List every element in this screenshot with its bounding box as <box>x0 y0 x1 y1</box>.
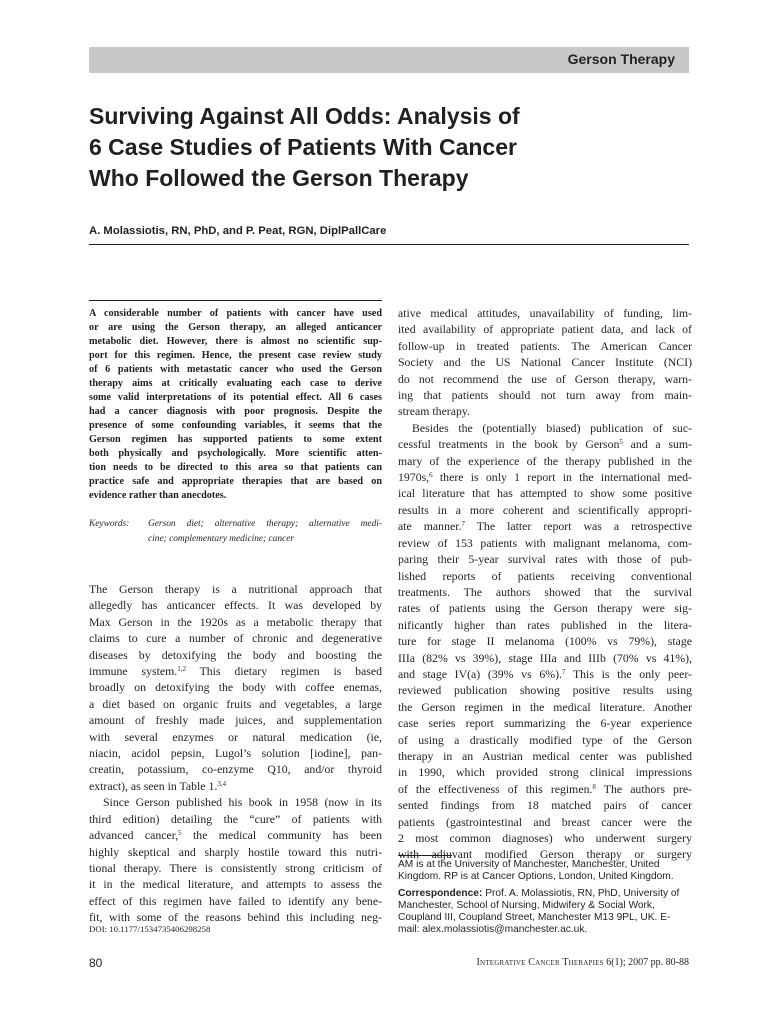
abstract-line: some valid interpretations of its potential effect. All 6 cases <box>89 392 382 403</box>
body-line: it in the medical literature, and attempts to assess the <box>89 877 382 892</box>
body-line: Besides the (potentially biased) publication of suc- <box>412 420 692 435</box>
body-line: in 1990, which provided strong clinical impressions <box>398 765 692 780</box>
body-line: amount of freshly made juices, and supplementation <box>89 713 382 728</box>
journal-citation <box>476 957 689 968</box>
keywords-line: Gerson diet; alternative therapy; alternative medi- <box>148 519 382 529</box>
body-text: ate manner. <box>398 519 462 534</box>
body-line: paring their 5-year survival rates with those of pub- <box>398 552 692 567</box>
abstract-line: or are using the Gerson therapy, an alleged anticancer <box>89 322 382 333</box>
body-line: fit, with some of the reasons behind this including neg- <box>89 910 382 925</box>
body-line: tional therapy. There is consistently strong criticism of <box>89 860 382 875</box>
body-line: 2 most common diagnoses) who underwent surgery <box>398 831 692 845</box>
body-text: the medical community has been <box>181 828 382 843</box>
doi: DOI: 10.1177/1534735406298258 <box>89 924 211 934</box>
body-text: The latter report was a retrospective <box>464 519 692 534</box>
body-column-left <box>89 581 382 926</box>
body-line: rates of patients using the Gerson therapy were sig- <box>398 601 692 616</box>
body-text: of the effectiveness of this regimen. <box>398 781 593 796</box>
body-line: Max Gerson in the 1920s as a metabolic therapy that <box>89 614 382 629</box>
body-line: with several enzymes or natural medication (ie, <box>89 729 382 744</box>
abstract-line: metabolic diet. However, there is almost no scientific sup- <box>89 336 382 347</box>
abstract-line: A considerable number of patients with cancer have used <box>89 308 382 319</box>
body-line: sented findings from 18 matched pairs of cancer <box>398 798 692 813</box>
abstract-line: both physically and psychologically. More scientific atten- <box>89 448 382 459</box>
title-line: 6 Case Studies of Patients With Cancer <box>89 134 517 160</box>
body-line: claims to cure a number of chronic and degenerative <box>89 631 382 646</box>
body-line <box>89 778 382 794</box>
abstract-line: port for this regimen. Hence, the present case review study <box>89 350 382 361</box>
body-line: treatments. The authors showed that the survival <box>398 584 692 599</box>
citation-ref: 3,4 <box>217 779 227 788</box>
body-line: Since Gerson published his book in 1958 (now in its <box>103 795 382 810</box>
body-line: a diet based on organic fruits and vegetables, a large <box>89 696 382 711</box>
body-text: The authors pre- <box>595 781 692 796</box>
body-text: advanced cancer, <box>89 828 179 843</box>
keywords-line: cine; complementary medicine; cancer <box>148 533 295 544</box>
body-text: cessful treatments in the book by Gerson <box>398 437 620 452</box>
body-line <box>398 469 692 485</box>
body-line: Society and the US National Cancer Institute (NCI) <box>398 355 692 370</box>
affiliation-note <box>398 859 690 941</box>
journal-volume-pages: 6(1); 2007 pp. 80-88 <box>603 957 689 968</box>
citation-ref: 1,2 <box>177 665 186 674</box>
abstract-line: of 6 patients with metastatic cancer who used the Gerson <box>89 364 382 375</box>
body-text: there is only 1 report in the international med- <box>432 470 692 485</box>
body-text: extract), as seen in Table 1. <box>89 778 218 793</box>
body-text: immune system. <box>89 664 178 679</box>
affiliation-divider <box>398 855 452 856</box>
article-title <box>89 101 689 194</box>
body-line: lished reports of patients receiving conventional <box>398 568 692 583</box>
body-text: and a sum- <box>622 437 692 452</box>
body-line: case series report summarizing the 6-year experience <box>398 716 692 731</box>
citation-ref: 6 <box>429 471 433 480</box>
abstract-line: Gerson regimen has supported patients to some extent <box>89 434 382 445</box>
abstract-line: practice safe and appropriate therapies that are based on <box>89 476 382 487</box>
citation-ref: 7 <box>561 667 566 676</box>
abstract-line: therapy aims at critically evaluating each case to derive <box>89 378 382 389</box>
body-line: highly skeptical and sharply hostile toward this nutri- <box>89 844 382 859</box>
body-line: third edition) detailing the “cure” of patients with <box>89 811 382 826</box>
body-line <box>398 518 692 534</box>
body-line: ture for stage II melanoma (100% vs 79%), stage <box>398 634 692 649</box>
journal-name: Integrative Cancer Therapies <box>476 957 604 968</box>
correspondence-label: Correspondence: <box>398 887 483 899</box>
body-line: results in a more coherent and scientifically appropri- <box>398 502 692 517</box>
body-line: ited availability of appropriate patient data, and lack of <box>398 322 692 337</box>
body-line: broadly on detoxifying the body with coffee enemas, <box>89 680 382 695</box>
body-line: nificantly higher than rates published in the litera- <box>398 617 692 632</box>
body-line: reviewed publication showing positive results using <box>398 683 692 698</box>
abstract-line: tion needs to be directed to this area so that patients can <box>89 462 382 473</box>
correspondence <box>398 888 690 937</box>
body-line: follow-up in treated patients. The American Cancer <box>398 338 692 353</box>
running-header-label: Gerson Therapy <box>567 51 675 67</box>
body-line: ical literature that has attempted to show some positive <box>398 486 692 501</box>
title-line: Who Followed the Gerson Therapy <box>89 165 469 191</box>
body-column-right <box>398 305 692 863</box>
abstract-line: evidence rather than anecdotes. <box>89 490 227 501</box>
body-line: review of 153 patients with malignant melanoma, com- <box>398 535 692 550</box>
body-line: therapy in an Austrian medical center was published <box>398 748 692 763</box>
body-line <box>398 666 692 682</box>
keywords <box>89 517 382 546</box>
body-text: and stage IV(a) (39% vs 6%). <box>398 666 562 681</box>
body-line: of using a drastically modified type of the Gerson <box>398 732 692 747</box>
body-text: This is the only peer- <box>565 666 692 681</box>
body-line: stream therapy. <box>398 404 470 419</box>
body-text: This dietary regimen is based <box>185 664 382 679</box>
body-line: the Gerson regimen in the medical literature. Another <box>398 699 692 714</box>
body-line <box>398 436 692 452</box>
citation-ref: 5 <box>619 438 623 447</box>
body-line <box>89 827 382 843</box>
body-line: niacin, acidol pepsin, Lugol’s solution [iodine], pan- <box>89 746 382 761</box>
body-line: ing that patients should not turn away from main- <box>398 388 692 403</box>
body-line: allegedly has anticancer effects. It was developed by <box>89 598 382 613</box>
body-line: patients (gastrointestinal and breast cancer were the <box>398 814 692 829</box>
body-line: with adjuvant modified Gerson therapy or surgery <box>398 847 692 862</box>
body-line: mary of the experience of the therapy published in the <box>398 453 692 468</box>
body-line: creatin, potassium, co-enzyme Q10, and/or thyroid <box>89 762 382 777</box>
body-line <box>398 781 692 797</box>
affiliation-text: AM is at the University of Manchester, Manchester, United Kingdom. RP is at Cancer Options, London, United Kingdom. <box>398 859 674 883</box>
body-line: do not recommend the use of Gerson therapy, warn- <box>398 371 692 386</box>
body-line: IIIa (82% vs 39%), stage IIIa and IIIb (70% vs 41%), <box>398 650 692 665</box>
title-line: Surviving Against All Odds: Analysis of <box>89 103 520 129</box>
body-text: 1970s, <box>398 470 430 485</box>
page-number: 80 <box>89 956 103 970</box>
body-line: ative medical attitudes, unavailability of funding, lim- <box>398 306 692 320</box>
abstract-line: had a cancer diagnosis with poor prognosis. Despite the <box>89 406 382 417</box>
abstract <box>89 307 382 503</box>
running-header-bar <box>89 47 689 73</box>
body-line <box>89 663 382 679</box>
title-divider <box>89 244 689 245</box>
author-line: A. Molassiotis, RN, PhD, and P. Peat, RGN, DiplPallCare <box>89 225 387 237</box>
body-line: effect of this regimen have failed to identify any bene- <box>89 893 382 908</box>
citation-ref: 8 <box>592 782 596 791</box>
abstract-line: presence of some confounding variables, it seems that the <box>89 420 382 431</box>
citation-ref: 7 <box>461 520 465 529</box>
correspondence-text: Prof. A. Molassiotis, RN, PhD, University of Manchester, School of Nursing, Midwifery & Social Work, Coupland III, Coupland Street, Manchester M13 9PL, UK. E-mail: alex.molassiotis@manchester.ac.uk. <box>398 887 680 936</box>
body-line: The Gerson therapy is a nutritional approach that <box>89 582 382 596</box>
body-line: diseases by detoxifying the body and boosting the <box>89 647 382 662</box>
keywords-label: Keywords: <box>89 519 130 529</box>
citation-ref: 5 <box>178 829 182 838</box>
abstract-divider <box>89 300 382 301</box>
